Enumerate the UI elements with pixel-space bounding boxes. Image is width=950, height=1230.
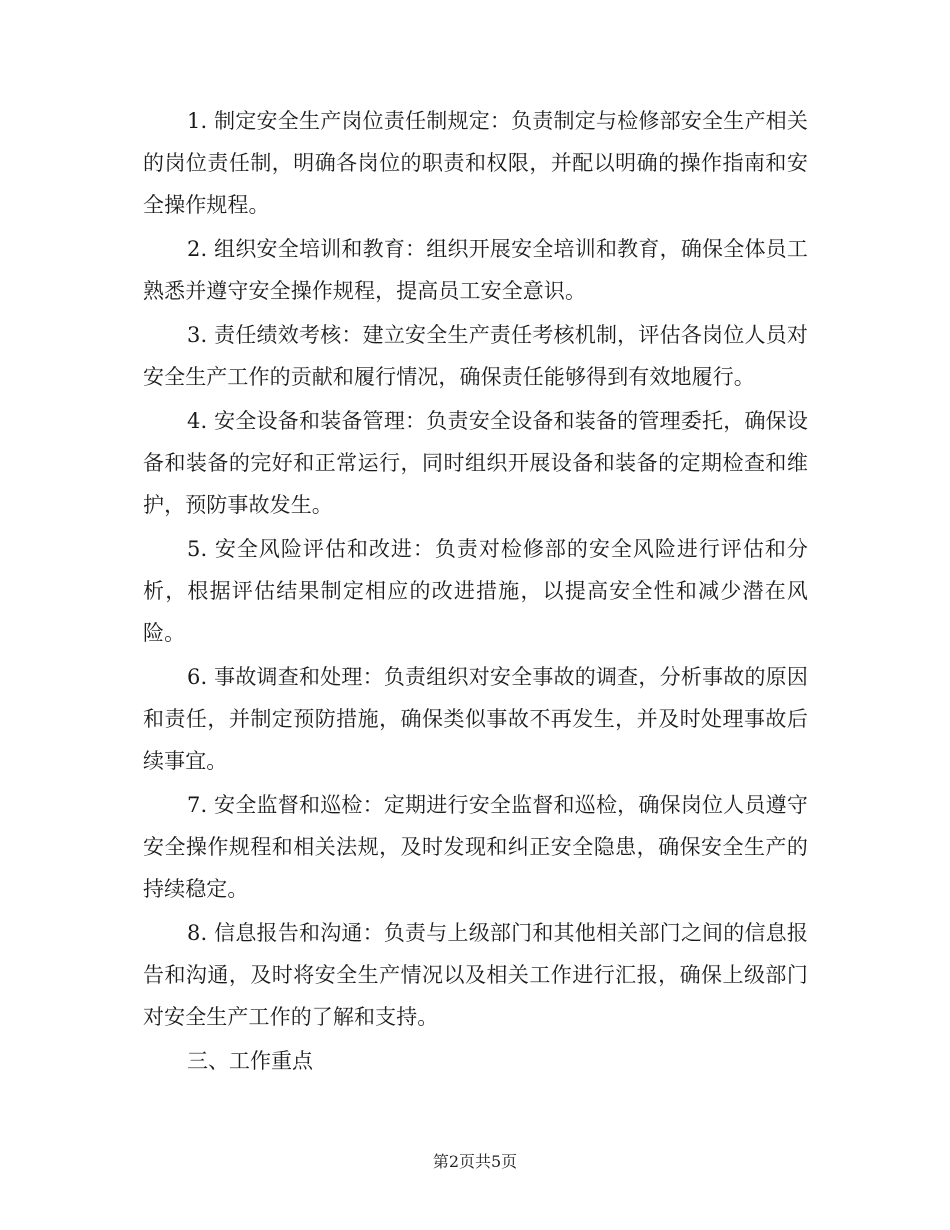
paragraph-item-8: 8. 信息报告和沟通：负责与上级部门和其他相关部门之间的信息报告和沟通，及时将安全生产情况以及相关工作进行汇报，确保上级部门对安全生产工作的了解和支持。 <box>143 921 808 1029</box>
paragraph-item-1: 1. 制定安全生产岗位责任制规定：负责制定与检修部安全生产相关的岗位责任制，明确各岗位的职责和权限，并配以明确的操作指南和安全操作规程。 <box>143 109 808 217</box>
paragraph-item-6: 6. 事故调查和处理：负责组织对安全事故的调查，分析事故的原因和责任，并制定预防措施，确保类似事故不再发生，并及时处理事故后续事宜。 <box>143 665 808 773</box>
page-number-footer: 第2页共5页 <box>432 1152 518 1171</box>
paragraph-item-3: 3. 责任绩效考核：建立安全生产责任考核机制，评估各岗位人员对安全生产工作的贡献和履行情况，确保责任能够得到有效地履行。 <box>143 323 808 389</box>
paragraph-item-4: 4. 安全设备和装备管理：负责安全设备和装备的管理委托，确保设备和装备的完好和正常运行，同时组织开展设备和装备的定期检查和维护，预防事故发生。 <box>143 409 808 517</box>
paragraph-item-7: 7. 安全监督和巡检：定期进行安全监督和巡检，确保岗位人员遵守安全操作规程和相关法规，及时发现和纠正安全隐患，确保安全生产的持续稳定。 <box>143 793 808 901</box>
document-body <box>143 100 808 1082</box>
paragraph-item-2: 2. 组织安全培训和教育：组织开展安全培训和教育，确保全体员工熟悉并遵守安全操作规程，提高员工安全意识。 <box>143 237 808 303</box>
section-heading: 三、工作重点 <box>187 1049 313 1073</box>
paragraph-item-5: 5. 安全风险评估和改进：负责对检修部的安全风险进行评估和分析，根据评估结果制定相应的改进措施，以提高安全性和减少潜在风险。 <box>143 537 808 645</box>
